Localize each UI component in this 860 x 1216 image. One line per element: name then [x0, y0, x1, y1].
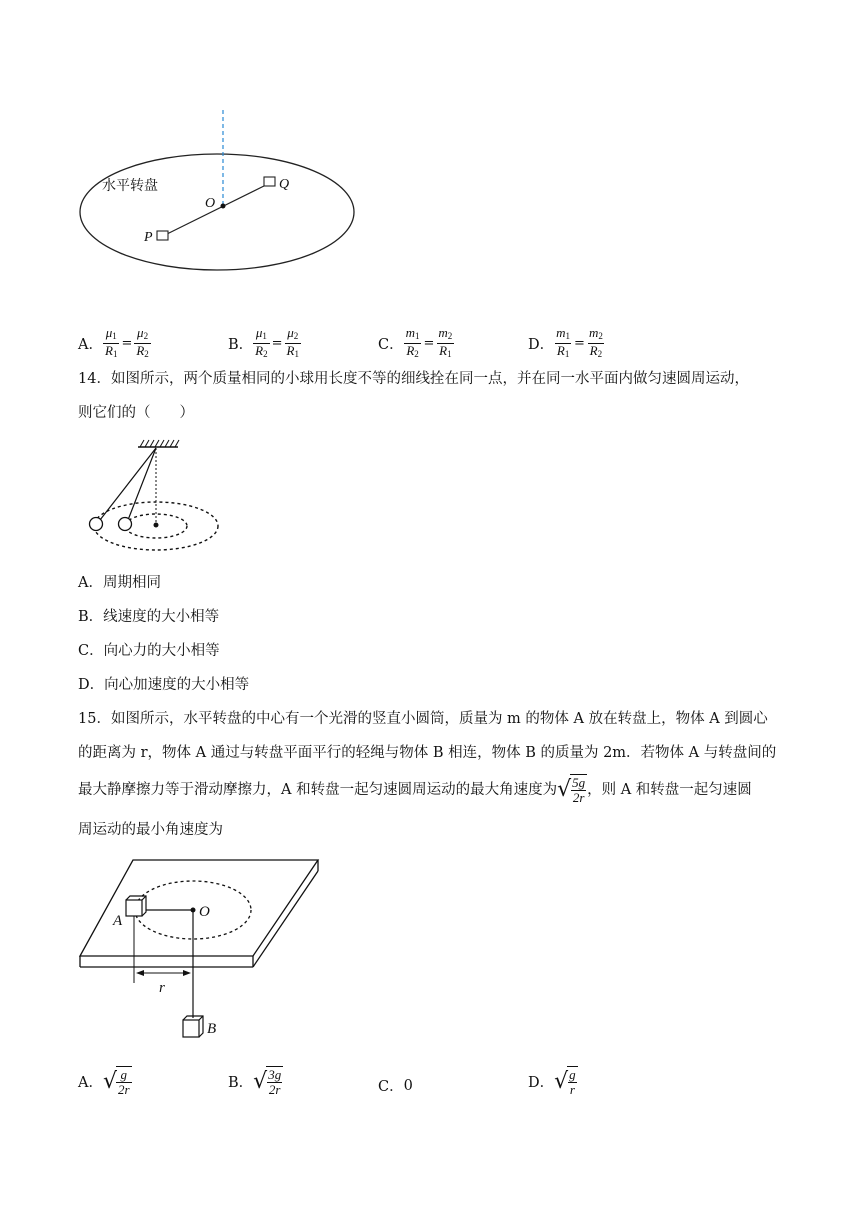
q15-line-1: 15．如图所示，水平转盘的中心有一个光滑的竖直小圆筒，质量为 m 的物体 A 放在转盘上，物体 A 到圆心 — [78, 711, 768, 727]
q15-line-3: 最大静摩擦力等于滑动摩擦力，A 和转盘一起匀速圆周运动的最大角速度为 √ $\frac{5g}{2r}$ ，则 A 和转盘一起匀速圆 — [78, 775, 752, 805]
q13-option-d[interactable]: D． $\frac{m_1}{R_1}$ = $\frac{m_2}{R_2}$ — [528, 325, 603, 359]
q15-option-d[interactable]: D． √ $\frac{g}{r}$ — [528, 1067, 576, 1097]
label-p: P — [144, 230, 153, 245]
q14-line-1: 14．如图所示，两个质量相同的小球用长度不等的细线拴在同一点，并在同一水平面内做匀速圆周运动， — [78, 371, 749, 387]
turntable-figure — [75, 110, 395, 280]
label-o: O — [199, 904, 210, 920]
label-a: A — [113, 913, 123, 929]
q13-option-a[interactable]: A． $\frac{\mu_1}{R_1}$ = $\frac{\mu_2}{R_2}$ — [78, 325, 149, 359]
q15-line-2: 的距离为 r，物体 A 通过与转盘平面平行的轻绳与物体 B 相连，物体 B 的质量为 2m．若物体 A 与转盘间的 — [78, 745, 777, 761]
q14-option-d[interactable]: D．向心加速度的大小相等 — [78, 677, 250, 693]
turntable-block-figure — [78, 858, 328, 1044]
q14-option-c[interactable]: C．向心力的大小相等 — [78, 643, 220, 659]
q14-option-a[interactable]: A．周期相同 — [78, 575, 161, 591]
label-q: Q — [279, 177, 290, 192]
q15-line-4: 周运动的最小角速度为 — [78, 822, 223, 838]
q14-line-2: 则它们的（ ） — [78, 405, 194, 421]
conical-pendulum-figure — [80, 438, 220, 556]
q15-option-c[interactable]: C． 0 — [378, 1077, 413, 1095]
q13-option-b[interactable]: B． $\frac{\mu_1}{R_2}$ = $\frac{\mu_2}{R_1}$ — [228, 325, 299, 359]
q13-option-c[interactable]: C． $\frac{m_1}{R_2}$ = $\frac{m_2}{R_1}$ — [378, 325, 453, 359]
q14-option-b[interactable]: B．线速度的大小相等 — [78, 609, 220, 625]
turntable-label: 水平转盘 — [102, 178, 158, 194]
label-o: O — [205, 196, 216, 211]
q15-option-a[interactable]: A． √ $\frac{g}{2r}$ — [78, 1067, 130, 1097]
label-b: B — [207, 1021, 217, 1037]
label-r: r — [159, 980, 165, 996]
max-omega-sqrt: √ $\frac{5g}{2r}$ — [557, 775, 586, 805]
q15-option-b[interactable]: B． √ $\frac{3g}{2r}$ — [228, 1067, 282, 1097]
